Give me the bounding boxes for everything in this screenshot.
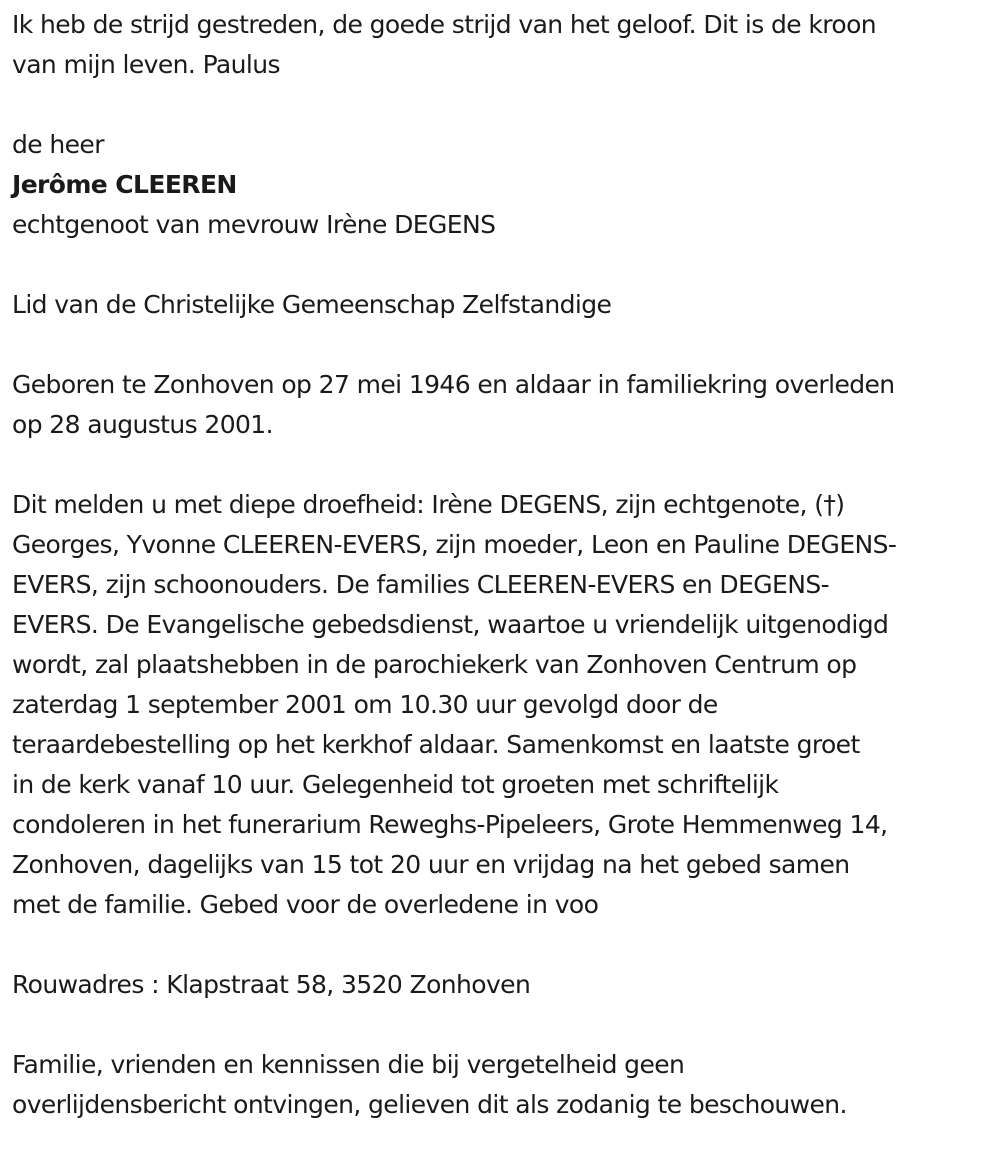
spacer bbox=[12, 85, 988, 125]
deceased-name: Jerôme CLEEREN bbox=[12, 170, 237, 199]
membership-line: Lid van de Christelijke Gemeenschap Zelfstandige bbox=[12, 290, 612, 319]
spacer bbox=[12, 245, 988, 285]
bible-quote: Ik heb de strijd gestreden, de goede strijd van het geloof. Dit is de kroon van mijn leven. Paulus bbox=[12, 10, 877, 79]
spacer bbox=[12, 925, 988, 965]
spacer bbox=[12, 445, 988, 485]
mourning-address: Rouwadres : Klapstraat 58, 3520 Zonhoven bbox=[12, 970, 531, 999]
birth-death-text: Geboren te Zonhoven op 27 mei 1946 en aldaar in familiekring overleden op 28 augustus 2001. bbox=[12, 370, 895, 439]
spacer bbox=[12, 1005, 988, 1045]
salutation: de heer bbox=[12, 130, 104, 159]
spouse-line: echtgenoot van mevrouw Irène DEGENS bbox=[12, 210, 496, 239]
closing-text: Familie, vrienden en kennissen die bij vergetelheid geen overlijdensbericht ontvingen, gelieven dit als zodanig te beschouwen. bbox=[12, 1050, 847, 1119]
announcement-text: Dit melden u met diepe droefheid: Irène DEGENS, zijn echtgenote, (†) Georges, Yvonne CLEEREN-EVERS, zijn moeder, Leon en Pauline DEGENS- EVERS, zijn schoonouders. De families CLEEREN-EVERS en DEGENS- EVERS. De Evangelische gebedsdienst, waartoe u vriendelijk uitgenodigd wordt, zal plaatshebben in de parochiekerk van Zonhoven Centrum op zaterdag 1 september 2001 om 10.30 uur gevolgd door de teraardebestelling op het kerkhof aldaar. Samenkomst en laatste groet in de kerk vanaf 10 uur. Gelegenheid tot groeten met schriftelijk condoleren in het funerarium Reweghs-Pipeleers, Grote Hemmenweg 14, Zonhoven, dagelijks van 15 tot 20 uur en vrijdag na het gebed samen met de familie. Gebed voor de overledene in voo bbox=[12, 490, 897, 919]
spacer bbox=[12, 325, 988, 365]
